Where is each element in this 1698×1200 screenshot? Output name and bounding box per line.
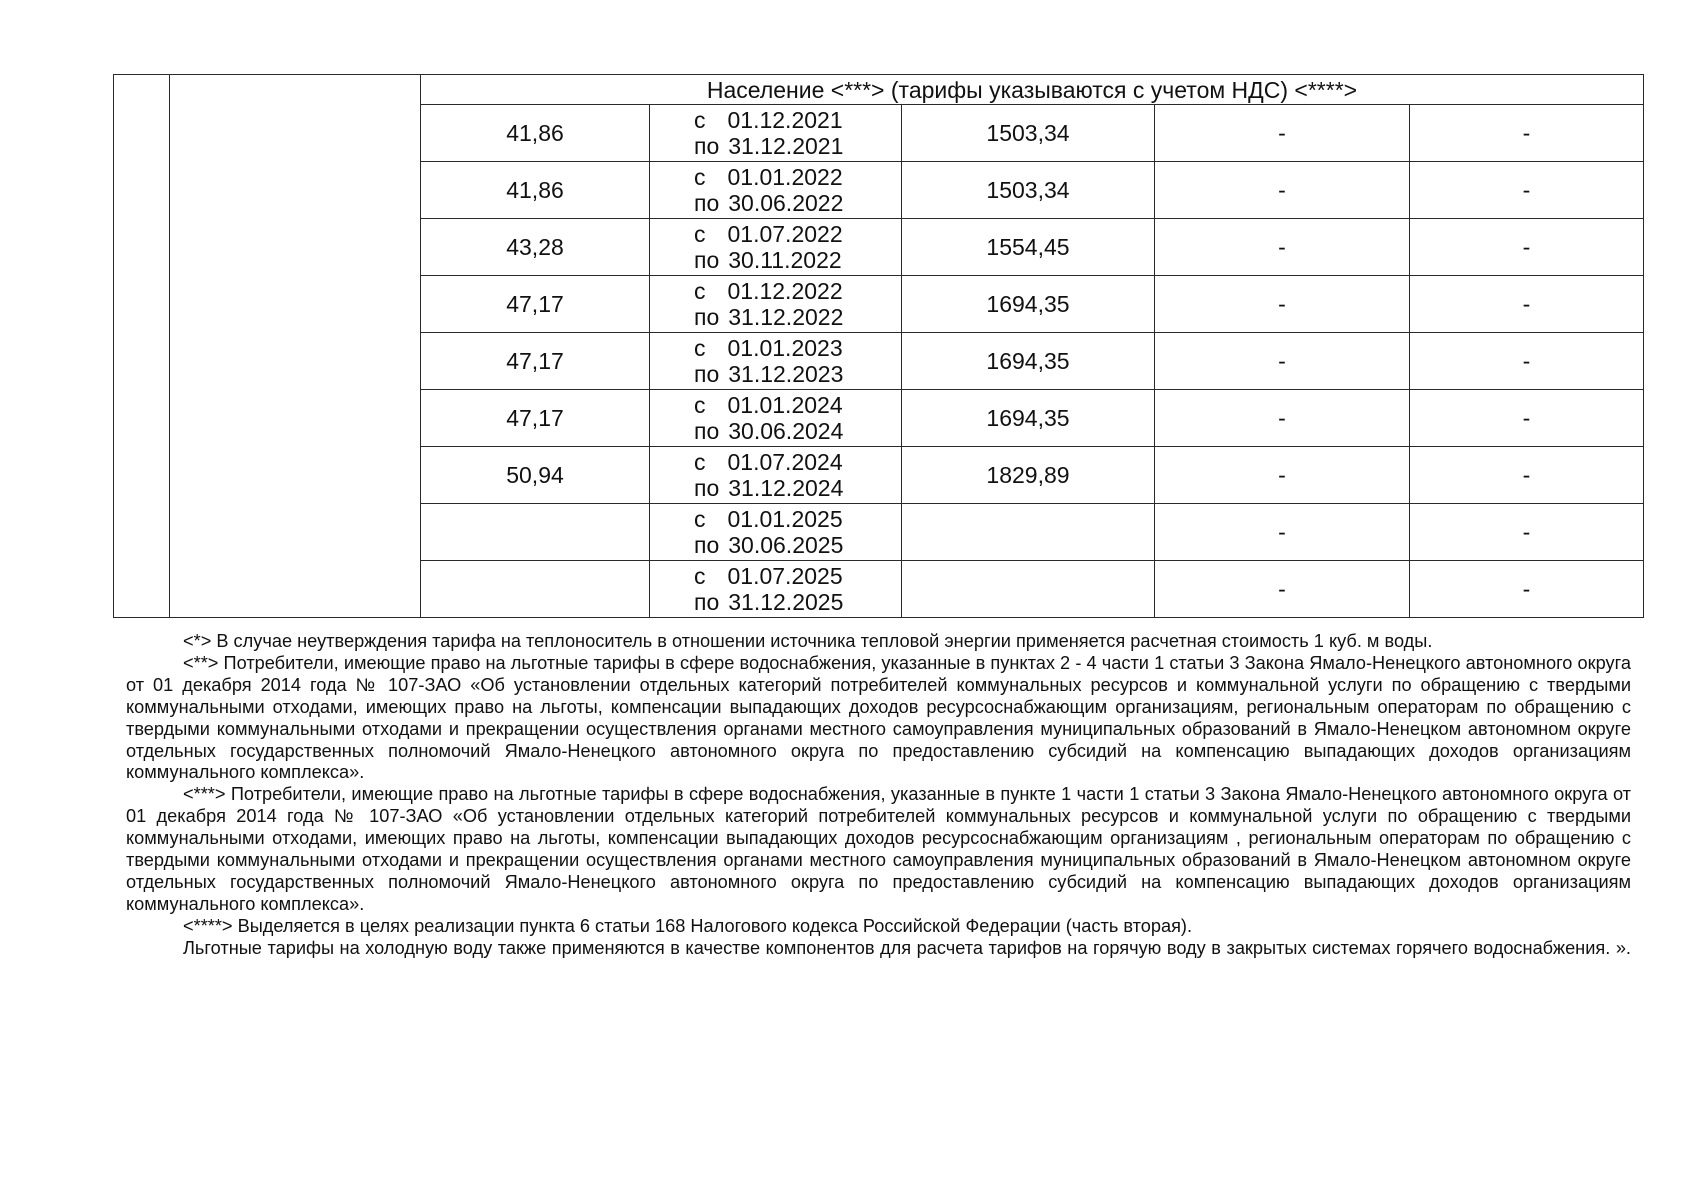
row-number-cell: [114, 75, 170, 618]
period-to-date: 31.12.2025: [728, 589, 844, 615]
value-cell-5: -: [1155, 561, 1410, 618]
period-from-date: 01.01.2022: [727, 164, 843, 190]
period-to: [694, 589, 901, 615]
footnote-3: <***> Потребители, имеющие право на льготные тарифы в сфере водоснабжения, указанные в пункте 1 части 1 статьи 3 Закона Ямало-Ненецкого автономного округа от 01 декабря 2014 года № 107-ЗАО «Об установлении отдельных категорий потребителей коммунальных ресурсов и коммунальной услуги по обращению с твердыми коммунальными отходами, имеющих право на льготы, компенсации выпадающих доходов ресурсоснабжающим организациям , региональным операторам по обращению с твердыми коммунальными отходами и прекращении осуществления органами местного самоуправления муниципальных образований в Ямало-Ненецком автономном округе отдельных государственных полномочий Ямало-Ненецкого автономного округа по предоставлению субсидий на компенсацию выпадающих доходов организациям коммунального комплекса».: [126, 784, 1631, 914]
price-cell: 1694,35: [902, 276, 1155, 333]
value-cell-6: -: [1410, 390, 1644, 447]
rate-cell: 41,86: [421, 105, 650, 162]
footnote-1: <*> В случае неутверждения тарифа на теплоноситель в отношении источника тепловой энергии применяется расчетная стоимость 1 куб. м воды.: [183, 631, 1433, 651]
period-from: [694, 221, 901, 247]
period-cell: [650, 390, 902, 447]
period-from: [694, 164, 901, 190]
period-to: [694, 247, 901, 273]
period-cell: [650, 105, 902, 162]
period-from-date: 01.12.2022: [727, 278, 843, 304]
period-from: [694, 506, 901, 532]
period-from-prefix: с: [694, 221, 706, 247]
period-to: [694, 133, 901, 159]
value-cell-6: -: [1410, 447, 1644, 504]
period-cell: [650, 504, 902, 561]
period-from-prefix: с: [694, 563, 706, 589]
period-from-prefix: с: [694, 107, 706, 133]
value-cell-6: -: [1410, 219, 1644, 276]
period-cell: [650, 447, 902, 504]
period-cell: [650, 276, 902, 333]
rate-cell: [421, 504, 650, 561]
period-from-date: 01.01.2025: [727, 506, 843, 532]
price-cell: [902, 504, 1155, 561]
period-to: [694, 190, 901, 216]
closing-paragraph: Льготные тарифы на холодную воду также применяются в качестве компонентов для расчета тарифов на горячую воду в закрытых системах горячего водоснабжения. ».: [183, 937, 1631, 958]
period-from: [694, 392, 901, 418]
period-to: [694, 532, 901, 558]
value-cell-6: -: [1410, 333, 1644, 390]
value-cell-5: -: [1155, 504, 1410, 561]
period-from-date: 01.07.2022: [727, 221, 843, 247]
period-from: [694, 449, 901, 475]
period-from-prefix: с: [694, 506, 706, 532]
footnote-2: <**> Потребители, имеющие право на льготные тарифы в сфере водоснабжения, указанные в пунктах 2 - 4 части 1 статьи 3 Закона Ямало-Ненецкого автономного округа от 01 декабря 2014 года № 107-ЗАО «Об установлении отдельных категорий потребителей коммунальных ресурсов и коммунальной услуги по обращению с твердыми коммунальными отходами, имеющих право на льготы, компенсации выпадающих доходов ресурсоснабжающим организациям, региональным операторам по обращению с твердыми коммунальными отходами и прекращении осуществления органами местного самоуправления муниципальных образований в Ямало-Ненецком автономном округе отдельных государственных полномочий Ямало-Ненецкого автономного округа по предоставлению субсидий на компенсацию выпадающих доходов организациям коммунального комплекса».: [126, 652, 1631, 783]
period-from-date: 01.07.2025: [727, 563, 843, 589]
period-from-prefix: с: [694, 278, 706, 304]
section-header-row: [114, 75, 1644, 105]
tariff-table: [113, 74, 1644, 618]
period-to-date: 31.12.2022: [728, 304, 844, 330]
period-to-date: 30.06.2024: [728, 418, 844, 444]
period-to-date: 30.11.2022: [728, 247, 842, 273]
rate-cell: 47,17: [421, 390, 650, 447]
period-from-date: 01.01.2023: [727, 335, 843, 361]
period-from-prefix: с: [694, 392, 706, 418]
period-from: [694, 563, 901, 589]
rate-cell: 47,17: [421, 333, 650, 390]
value-cell-6: -: [1410, 162, 1644, 219]
period-to-date: 31.12.2024: [728, 475, 844, 501]
period-from: [694, 335, 901, 361]
period-cell: [650, 219, 902, 276]
period-to-prefix: по: [694, 532, 720, 558]
price-cell: 1503,34: [902, 105, 1155, 162]
period-from-prefix: с: [694, 164, 706, 190]
period-to-prefix: по: [694, 304, 720, 330]
period-to-prefix: по: [694, 190, 720, 216]
price-cell: 1694,35: [902, 390, 1155, 447]
price-cell: 1829,89: [902, 447, 1155, 504]
period-cell: [650, 333, 902, 390]
period-to-date: 30.06.2025: [728, 532, 844, 558]
value-cell-5: -: [1155, 219, 1410, 276]
price-cell: 1503,34: [902, 162, 1155, 219]
price-cell: 1554,45: [902, 219, 1155, 276]
period-from-date: 01.01.2024: [727, 392, 843, 418]
period-to-prefix: по: [694, 247, 720, 273]
period-to-date: 31.12.2021: [728, 133, 844, 159]
section-header: Население <***> (тарифы указываются с учетом НДС) <****>: [421, 75, 1644, 105]
value-cell-5: -: [1155, 447, 1410, 504]
period-cell: [650, 162, 902, 219]
organization-cell: [170, 75, 421, 618]
period-to-prefix: по: [694, 589, 720, 615]
period-to-date: 31.12.2023: [728, 361, 844, 387]
value-cell-6: -: [1410, 504, 1644, 561]
value-cell-6: -: [1410, 561, 1644, 618]
value-cell-6: -: [1410, 276, 1644, 333]
period-to: [694, 304, 901, 330]
period-to-prefix: по: [694, 475, 720, 501]
value-cell-5: -: [1155, 333, 1410, 390]
period-to-prefix: по: [694, 418, 720, 444]
period-to: [694, 361, 901, 387]
period-from-date: 01.07.2024: [727, 449, 843, 475]
rate-cell: 43,28: [421, 219, 650, 276]
footnotes: [126, 631, 1631, 960]
period-from-date: 01.12.2021: [727, 107, 843, 133]
value-cell-5: -: [1155, 162, 1410, 219]
price-cell: [902, 561, 1155, 618]
period-from-prefix: с: [694, 335, 706, 361]
value-cell-5: -: [1155, 390, 1410, 447]
rate-cell: 41,86: [421, 162, 650, 219]
period-from: [694, 107, 901, 133]
period-to-prefix: по: [694, 133, 720, 159]
footnote-4: <****> Выделяется в целях реализации пункта 6 статьи 168 Налогового кодекса Российской Федерации (часть вторая).: [183, 915, 1193, 936]
rate-cell: 47,17: [421, 276, 650, 333]
period-from: [694, 278, 901, 304]
period-from-prefix: с: [694, 449, 706, 475]
period-to: [694, 475, 901, 501]
rate-cell: 50,94: [421, 447, 650, 504]
value-cell-5: -: [1155, 105, 1410, 162]
period-to: [694, 418, 901, 444]
period-to-date: 30.06.2022: [728, 190, 844, 216]
value-cell-5: -: [1155, 276, 1410, 333]
value-cell-6: -: [1410, 105, 1644, 162]
period-to-prefix: по: [694, 361, 720, 387]
price-cell: 1694,35: [902, 333, 1155, 390]
period-cell: [650, 561, 902, 618]
rate-cell: [421, 561, 650, 618]
